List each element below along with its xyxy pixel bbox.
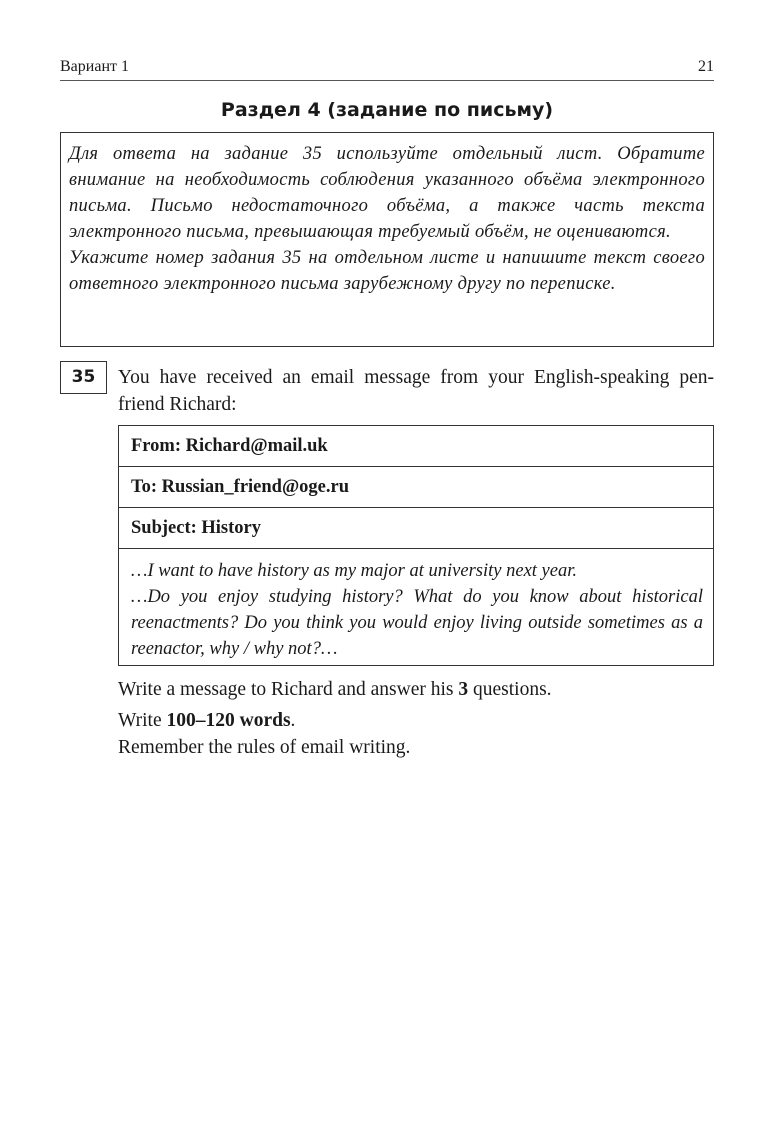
email-to: To: Russian_friend@oge.ru bbox=[119, 467, 713, 508]
email-message-box bbox=[118, 425, 714, 666]
word-limit-range: 100–120 words bbox=[166, 710, 291, 731]
email-body-line-1: …I want to have history as my major at university next year. bbox=[131, 561, 577, 581]
instruction-box bbox=[60, 132, 714, 347]
email-body bbox=[119, 549, 713, 662]
section-title: Раздел 4 (задание по письму) bbox=[220, 99, 554, 121]
email-body-line-2: …Do you enjoy studying history? What do you know about historical reenactments? Do you think you would enjoy living outside sometimes as a reenactor, why / why not?… bbox=[131, 587, 703, 659]
variant-label: Вариант 1 bbox=[60, 58, 129, 75]
running-header bbox=[60, 56, 714, 81]
word-limit bbox=[118, 707, 714, 734]
word-limit-suffix: . bbox=[290, 710, 296, 731]
task-prompt-prefix: Write a message to Richard and answer his bbox=[118, 679, 459, 700]
task-intro: You have received an email message from your English-speaking pen-friend Richard: bbox=[118, 367, 714, 415]
reminder: Remember the rules of email writing. bbox=[118, 737, 411, 758]
instruction-paragraph-1: Для ответа на задание 35 используйте отдельный лист. Обратите внимание на необходимость соблюдения указанного объёма электронного письма. Письмо недостаточного объёма, а также часть текста электронного письма, превышающая требуемый объём, не оцениваются. bbox=[69, 144, 705, 242]
task-prompt-suffix: questions. bbox=[468, 679, 552, 700]
email-from: From: Richard@mail.uk bbox=[119, 426, 713, 467]
page-number: 21 bbox=[698, 58, 714, 75]
question-count: 3 bbox=[458, 679, 469, 700]
task-prompt bbox=[118, 676, 714, 703]
word-limit-prefix: Write bbox=[118, 710, 167, 731]
task-number-badge: 35 bbox=[60, 361, 107, 394]
instruction-paragraph-2: Укажите номер задания 35 на отдельном листе и напишите текст своего ответного электронного письма зарубежному другу по переписке. bbox=[69, 248, 705, 294]
email-subject: Subject: History bbox=[119, 508, 713, 549]
